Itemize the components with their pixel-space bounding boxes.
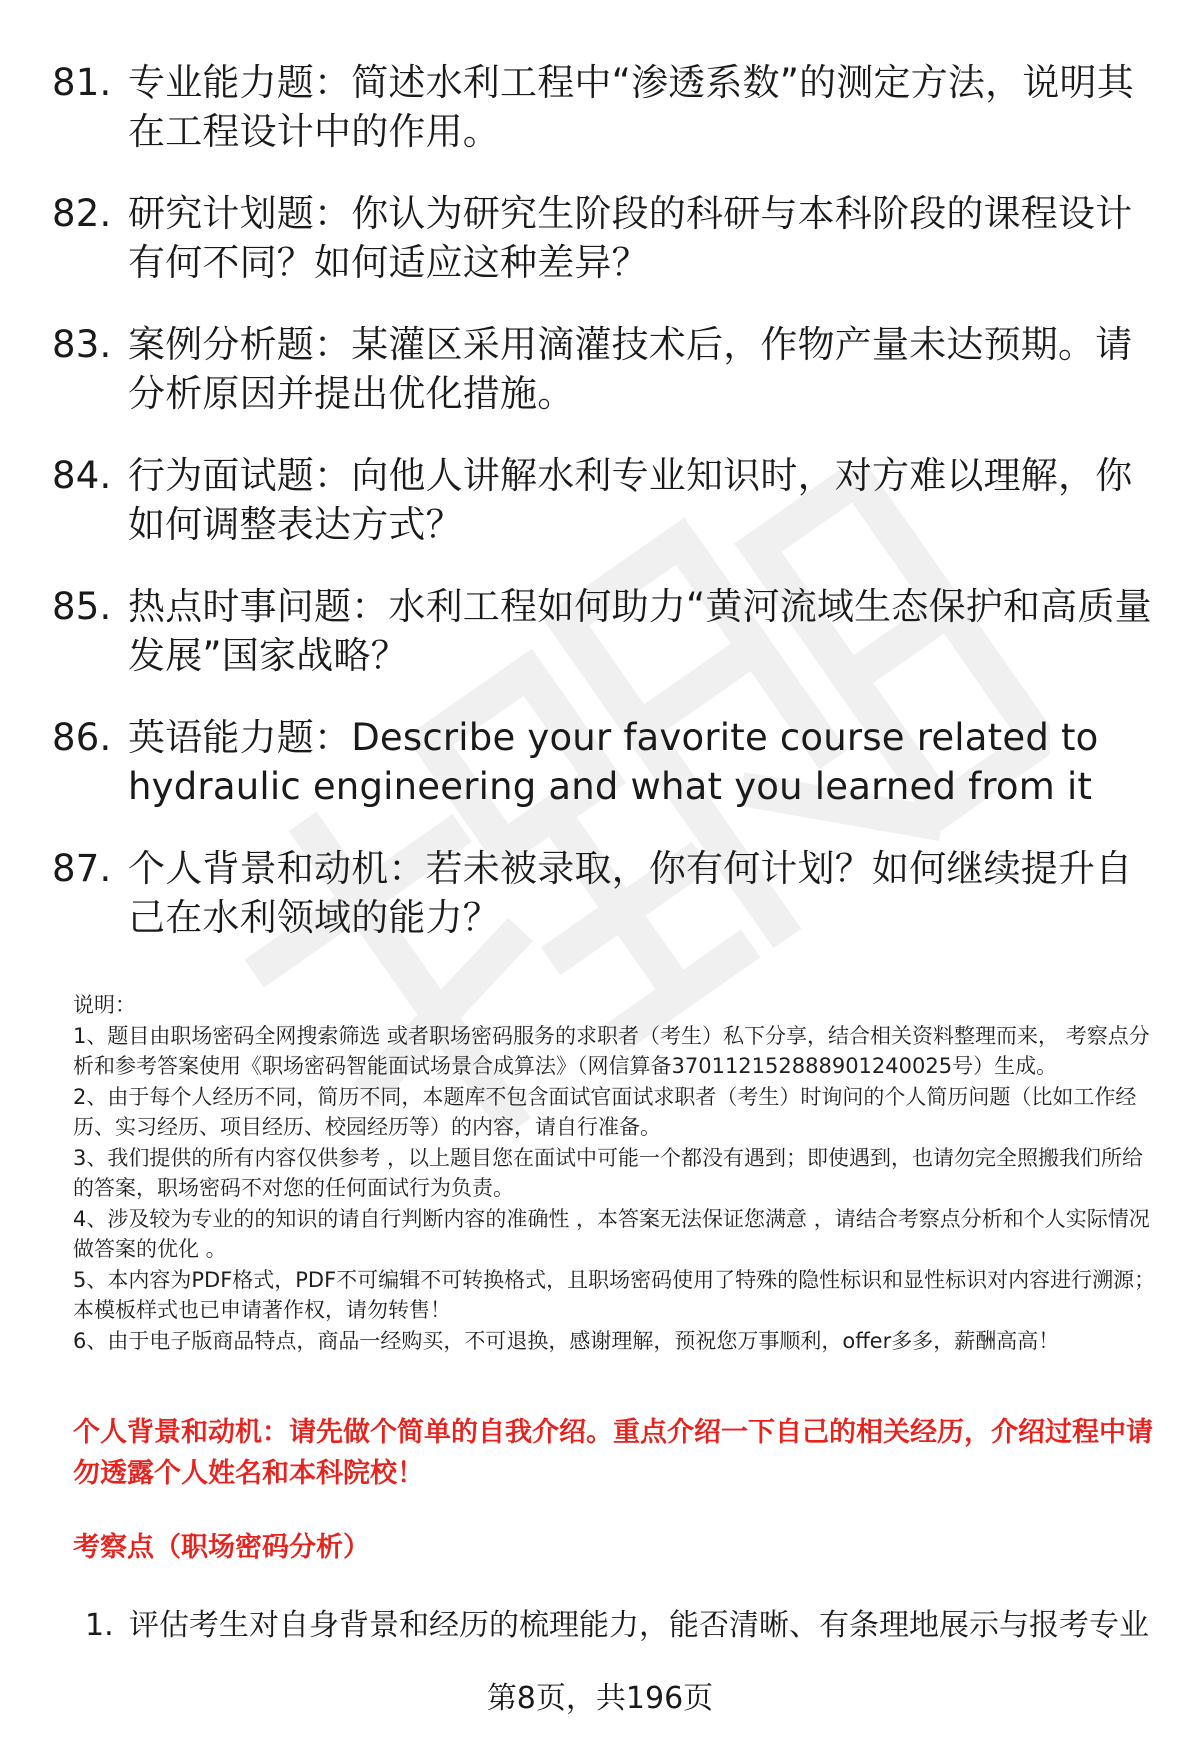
question-item xyxy=(52,320,1152,418)
note-item: 5、本内容为PDF格式，PDF不可编辑不可转换格式，且职场密码使用了特殊的隐性标识和显性标识对内容进行溯源；本模板样式也已申请著作权，请勿转售！ xyxy=(73,1267,1156,1322)
highlight-question: 个人背景和动机：请先做个简单的自我介绍。重点介绍一下自己的相关经历，介绍过程中请勿透露个人姓名和本科院校！ xyxy=(73,1417,1153,1489)
question-number: 85. xyxy=(52,585,112,628)
question-number: 83. xyxy=(52,323,112,366)
question-item xyxy=(52,451,1152,549)
question-text: 英语能力题：Describe your favorite course related to hydraulic engineering and what you learned from it xyxy=(128,716,1099,808)
question-item xyxy=(52,713,1152,811)
analysis-point xyxy=(85,1605,1200,1647)
question-item xyxy=(52,582,1152,680)
note-item: 1、题目由职场密码全网搜索筛选 或者职场密码服务的求职者（考生）私下分享，结合相关资料整理而来， 考察点分析和参考答案使用《职场密码智能面试场景合成算法》（网信算备370112152888901240025号）生成。 xyxy=(73,1023,1150,1078)
question-number: 87. xyxy=(52,847,112,890)
question-text: 热点时事问题：水利工程如何助力“黄河流域生态保护和高质量发展”国家战略？ xyxy=(128,585,1152,677)
question-item xyxy=(52,58,1152,156)
question-text: 案例分析题：某灌区采用滴灌技术后，作物产量未达预期。请分析原因并提出优化措施。 xyxy=(128,323,1133,415)
note-item: 6、由于电子版商品特点，商品一经购买，不可退换，感谢理解，预祝您万事顺利，offer多多，薪酬高高！ xyxy=(73,1328,1060,1353)
analysis-section-title: 考察点（职场密码分析） xyxy=(73,1532,370,1563)
question-number: 86. xyxy=(52,716,112,759)
question-number: 84. xyxy=(52,454,112,497)
analysis-point-number: 1. xyxy=(85,1608,114,1643)
note-item: 2、由于每个人经历不同，简历不同，本题库不包含面试官面试求职者（考生）时询问的个人简历问题（比如工作经历、实习经历、项目经历、校园经历等）的内容，请自行准备。 xyxy=(73,1084,1137,1139)
note-item: 4、涉及较为专业的的知识的请自行判断内容的准确性 ，本答案无法保证您满意 ，请结合考察点分析和个人实际情况做答案的优化 。 xyxy=(73,1206,1150,1261)
question-item xyxy=(52,189,1152,287)
question-text: 个人背景和动机：若未被录取，你有何计划？如何继续提升自己在水利领域的能力？ xyxy=(128,847,1133,939)
question-number: 81. xyxy=(52,61,112,104)
question-number: 82. xyxy=(52,192,112,235)
disclaimer-notes xyxy=(73,990,1163,1356)
question-item xyxy=(52,844,1152,942)
question-text: 行为面试题：向他人讲解水利专业知识时，对方难以理解，你如何调整表达方式？ xyxy=(128,454,1133,546)
question-list xyxy=(52,58,1152,975)
page-footer: 第8页，共196页 xyxy=(486,1681,714,1716)
question-text: 研究计划题：你认为研究生阶段的科研与本科阶段的课程设计有何不同？如何适应这种差异？ xyxy=(128,192,1133,284)
question-text: 专业能力题：简述水利工程中“渗透系数”的测定方法，说明其在工程设计中的作用。 xyxy=(128,61,1134,153)
analysis-point-text: 评估考生对自身背景和经历的梳理能力，能否清晰、有条理地展示与报考专业 xyxy=(129,1608,1149,1643)
notes-heading: 说明： xyxy=(73,993,136,1017)
note-item: 3、我们提供的所有内容仅供参考 ，以上题目您在面试中可能一个都没有遇到；即使遇到，也请勿完全照搬我们所给的答案，职场密码不对您的任何面试行为负责。 xyxy=(73,1145,1144,1200)
